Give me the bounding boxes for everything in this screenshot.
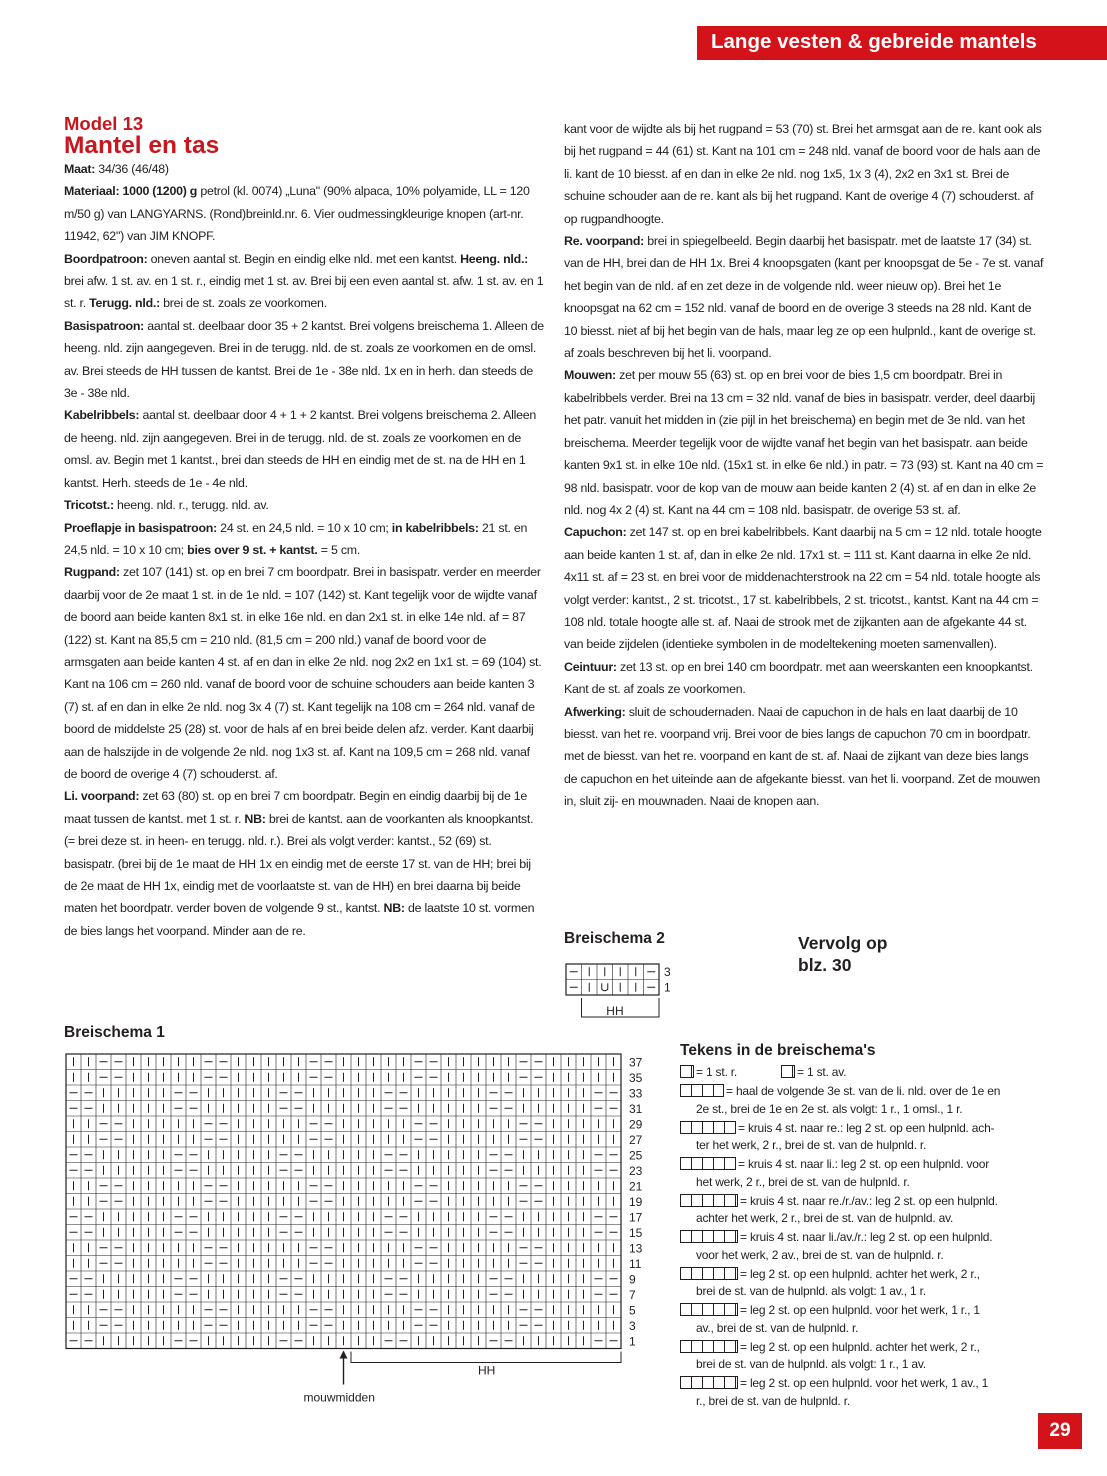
paragraph-label: Maat: (64, 162, 96, 176)
paragraph-text: 21 st. en 24,5 nld. = 10 x 10 cm; (64, 520, 528, 557)
paragraph-text: zet 147 st. op en brei kabelribbels. Kant daarbij na 5 cm = 12 nld. totale hoogte aan beide kanten 1 st. af, dan in elke 2e nld. 17x1 st. = 111 st. Kant daarna in elke 2e nld. 4x11 st. af = 23 st. en brei voor de middenachterstrook na 22 cm = 54 nld. totale hoogte als volgt verder: kantst., 2 st. tricotst., 17 st. kabelribbels, 2 st. tricotst., kantst. Kant na 44 cm = 108 nld. totale hoogte alle st. af. Naai de strook met de zijkanten aan de afgekante 44 st. van beide zijdelen (identieke symbolen in de modeltekening moeten samenvallen). (564, 525, 1042, 652)
right-column (564, 118, 1044, 813)
paragraph (564, 118, 1044, 230)
paragraph-text: petrol (kl. 0074) „Luna" (90% alpaca, 10% polyamide, LL = 120 m/50 g) van LANGYARNS. (Rond)breinld.nr. 6. Vier oudmessingkleurige knopen (art-nr. 11942, 62") van JIM KNOPF. (64, 184, 530, 244)
model-number: Model 13 (64, 113, 144, 134)
continued-line2: blz. 30 (798, 955, 852, 975)
paragraph-text: brei de kantst. aan de voorkanten als knoopkantst. (= brei deze st. in heen- en terugg. nld. r.). Brei als volgt verder: kantst., 52 (69) st. basispatr. (brei bij de 1e maat de HH 1x en eindig met de eerste 17 st. van de HH; brei bij de 2e maat de HH 1x, eindig met de voorlaatste st. van de HH) en brei daarna bij beide maten het boordpatr. verder boven de volgende 9 st., kantst. (64, 811, 534, 916)
model-title: Mantel en tas (64, 132, 220, 159)
legend-text: = 1 st. av. (797, 1065, 847, 1079)
legend-text: = leg 2 st. op een hulpnld. voor het werk, 1 av., 1 (740, 1376, 989, 1390)
chart1-row-number: 29 (629, 1117, 643, 1132)
paragraph-label: Li. voorpand: (64, 789, 140, 804)
legend-item (680, 1375, 1050, 1410)
paragraph-label: Tricotst.: (64, 498, 114, 513)
paragraph-text: brei in spiegelbeeld. Begin daarbij het basispatr. met de laatste 17 (34) st. van de HH, brei dan de HH 1x. Brei 4 knoopsgaten (kant per knoopsgat de 5e - 7e st. vanaf het begin van de nld. af en zet deze in de volgende nld. weer nieuw op). Brei het 1e knoopsgat na 62 cm = 152 nld. vanaf de boord en de overige 3 steeds na 28 nld. Kant de 10 biesst. niet af bij het begin van de hals, maar leg ze op een hulpnld., kant de overige st. af zoals beschreven bij het li. voorpand. (564, 234, 1044, 361)
paragraph (564, 230, 1044, 364)
paragraph-label: NB: (244, 811, 266, 826)
legend-item (680, 1193, 1050, 1228)
legend-title: Tekens in de breischema's (680, 1042, 876, 1059)
paragraph-label: Re. voorpand: (564, 234, 645, 249)
legend-item (680, 1266, 1050, 1301)
paragraph-label: Mouwen: (564, 368, 616, 383)
legend-text: = leg 2 st. op een hulpnld. achter het werk, 2 r., (740, 1339, 980, 1354)
legend-text: = kruis 4 st. naar re./r./av.: leg 2 st. op een hulpnld. (740, 1193, 998, 1208)
chart2-grid (560, 960, 685, 1030)
legend-text-cont: voor het werk, 2 av., brei de st. van de hulpnld. r. (696, 1247, 944, 1262)
chart1-row-number: 27 (629, 1133, 643, 1147)
legend-text-cont: brei de st. van de hulpnld. als volgt: 1 av., 1 r. (696, 1284, 926, 1298)
legend-list (680, 1064, 1050, 1412)
chart2-label: Breischema 2 (564, 930, 665, 947)
chart-symbol-icon (680, 1230, 738, 1243)
paragraph-label: Boordpatroon: (64, 251, 148, 266)
legend-text-cont: r., brei de st. van de hulpnld. r. (696, 1393, 850, 1408)
paragraph (64, 315, 544, 405)
legend-text-cont: brei de st. van de hulpnld. als volgt: 1 r., 1 av. (696, 1357, 926, 1371)
chart1-row-number: 1 (629, 1334, 636, 1349)
legend-item (680, 1064, 1050, 1082)
chart-symbol-icon (680, 1194, 738, 1207)
chart1-grid (60, 1050, 660, 1412)
paragraph (564, 701, 1044, 813)
chart1-row-number: 11 (629, 1257, 642, 1271)
paragraph-label: Basispatroon: (64, 318, 145, 333)
paragraph (64, 404, 544, 494)
paragraph-label: Ceintuur: (564, 659, 617, 674)
paragraph (64, 494, 544, 516)
chart2-repeat-label: HH (606, 1004, 624, 1018)
paragraph-text: kant voor de wijdte als bij het rugpand = 53 (70) st. Brei het armsgat aan de re. kant ook als bij het rugpand = 44 (61) st. Kant na 101 cm = 248 nld. vanaf de boord voor de hals aan de li. kant de 10 biesst. af en dan in elke 2e nld. nog 1x5, 1x 3 (4), 2x2 en 3x1 st. Brei de schuine schouder aan de re. kant als bij het rugpand. Kant de overige 4 (7) schouderst. af op rugpandhoogte. (564, 122, 1042, 226)
legend-item (680, 1156, 1050, 1191)
legend-text: = kruis 4 st. naar re.: leg 2 st. op een hulpnld. ach- (738, 1120, 995, 1135)
paragraph-text: 34/36 (46/48) (95, 162, 169, 176)
chart2-row-number: 3 (664, 965, 671, 979)
chart1-row-number: 21 (629, 1179, 643, 1194)
chart1-row-number: 25 (629, 1148, 643, 1163)
legend-item (680, 1302, 1050, 1337)
paragraph-text: aantal st. deelbaar door 4 + 1 + 2 kantst. Brei volgens breischema 2. Alleen de heeng. nld. zijn aangegeven. Brei in de terugg. nld. de st. zoals ze voorkomen en de omsl. av. Begin met 1 kantst., brei dan steeds de HH en eindig met de st. na de HH en 1 kantst. Herh. steeds de 1e - 4e nld. (64, 408, 537, 490)
legend-text-cont: achter het werk, 2 r., brei de st. van de hulpnld. av. (696, 1211, 954, 1225)
legend-text: = kruis 4 st. naar li.: leg 2 st. op een hulpnld. voor (738, 1157, 990, 1171)
legend-text-cont: het werk, 2 r., brei de st. van de hulpnld. r. (696, 1174, 910, 1189)
paragraph-label: in kabelribbels: (391, 520, 479, 535)
paragraph (564, 656, 1044, 701)
paragraph-label: Terugg. nld.: (89, 296, 160, 311)
chart-symbol-icon (680, 1065, 694, 1078)
paragraph-label: Kabelribbels: (64, 408, 140, 423)
continued-note (798, 932, 887, 976)
chart1-row-number: 35 (629, 1071, 643, 1085)
chart1-repeat-label: HH (478, 1363, 496, 1378)
paragraph-text: heeng. nld. r., terugg. nld. av. (113, 498, 269, 513)
paragraph-label: NB: (383, 901, 405, 916)
section-header (697, 26, 1107, 60)
chart-symbol-icon (781, 1065, 795, 1078)
center-label: mouwmidden (303, 1390, 375, 1405)
chart-symbol-icon (680, 1340, 738, 1353)
paragraph-text: zet per mouw 55 (63) st. op en brei voor de bies 1,5 cm boordpatr. Brei in kabelribbels verder. Brei na 13 cm = 32 nld. vanaf de bies in basispatr. verder, deel daarbij het patr. vanuit het midden in (zie pijl in het breischema) en begin met de 3e nld. van het breischema. Meerder tegelijk voor de wijdte vanaf het begin van het basispatr. aan beide kanten 9x1 st. in elke 10e nld. (15x1 st. in elke 6e nld.) in patr. = 73 (93) st. Kant na 40 cm = 98 nld. basispatr. voor de kop van de mouw aan beide kanten 2 (4) st. af en dan in elke 2e nld. nog 4x 2 (4) st. Kant na 44 cm = 108 nld. basispatr. de overige 53 st. af. (564, 368, 1044, 517)
paragraph-label: Capuchon: (564, 525, 627, 540)
legend-text-cont: 2e st., brei de 1e en 2e st. als volgt: 1 r., 1 omsl., 1 r. (696, 1101, 963, 1116)
paragraph-text: aantal st. deelbaar door 35 + 2 kantst. Brei volgens breischema 1. Alleen de heeng. nld. zijn aangegeven. Brei in de terugg. nld. de st. zoals ze voorkomen en de omsl. av. Brei steeds de HH tussen de kantst. Brei de 1e - 38e nld. 1x en in herh. dan steeds de 3e - 38e nld. (64, 318, 544, 401)
chart1-row-number: 31 (629, 1102, 643, 1116)
paragraph-label: Heeng. nld.: (460, 251, 529, 266)
legend-text-cont: ter het werk, 2 r., brei de st. van de hulpnld. r. (696, 1138, 927, 1152)
arrow-head (340, 1351, 348, 1359)
continued-line1: Vervolg op (798, 933, 888, 953)
paragraph-text: zet 63 (80) st. op en brei 7 cm boordpatr. Begin en eindig daarbij bij de 1e maat tussen de kantst. met 1 st. r. (64, 789, 528, 826)
paragraph (64, 248, 544, 315)
chart-symbol-icon (680, 1157, 736, 1170)
chart2-row-number: 1 (664, 980, 671, 995)
paragraph-label: Materiaal: 1000 (1200) g (64, 184, 198, 199)
paragraph-label: Afwerking: (564, 704, 626, 719)
chart-symbol-icon (680, 1084, 724, 1097)
paragraph-text: sluit de schoudernaden. Naai de capuchon in de hals en laat daarbij de 10 biesst. van het re. voorpand vrij. Brei voor de bies langs de capuchon 70 cm in boordpatr. met de biesst. van het re. voorpand en kant de st. af. Naai de zijkant van deze bies langs de capuchon en het uiteinde aan de afgekante biesst. van het li. voorpand. Zet de mouwen in, sluit zij- en mouwnaden. Naai de knopen aan. (564, 704, 1041, 809)
legend-text: = leg 2 st. op een hulpnld. voor het werk, 1 r., 1 (740, 1303, 980, 1317)
paragraph-text: zet 107 (141) st. op en brei 7 cm boordpatr. Brei in basispatr. verder en meerder daarbij voor de 2e maat 1 st. in de 1e nld. = 107 (142) st. Kant tegelijk voor de wijdte vanaf de boord aan beide kanten 8x1 st. in elke 16e nld. en dan 2x1 st. in elke 14e nld. af = 87 (122) st. Kant na 85,5 cm = 210 nld. (81,5 cm = 200 nld.) vanaf de boord voor de armsgaten aan beide kanten 4 st. af en dan in elke 2e nld. nog 2x2 en 1x1 st. = 69 (104) st. Kant na 106 cm = 260 nld. vanaf de boord voor de schuine schouders aan beide kanten 3 (7) st. af en dan in elke 2e nld. nog 3x 4 (7) st. Kant tegelijk na 108 cm = 264 nld. vanaf de boord de middelste 25 (28) st. voor de hals af en brei beide delen afz. verder. Kant daarbij aan de halszijde in de volgende 2e nld. nog 1x3 st. af. Kant na 109,5 cm = 268 nld. vanaf de boord de overige 4 (7) schouderst. af. (64, 565, 542, 781)
legend-text: = 1 st. r. (696, 1065, 738, 1079)
chart1-row-number: 7 (629, 1288, 636, 1302)
chart-symbol-icon (680, 1376, 738, 1389)
chart1-row-number: 13 (629, 1241, 643, 1256)
paragraph (564, 521, 1044, 655)
legend-item (680, 1339, 1050, 1374)
legend-text: = haal de volgende 3e st. van de li. nld. over de 1e en (726, 1084, 1001, 1098)
chart1-row-number: 5 (629, 1303, 636, 1318)
paragraph-text: brei de st. zoals ze voorkomen. (159, 296, 327, 311)
chart1-row-number: 33 (629, 1086, 643, 1101)
chart-symbol-icon (680, 1303, 738, 1316)
section-title: Lange vesten & gebreide mantels (711, 30, 1037, 53)
chart1-row-number: 19 (629, 1195, 643, 1209)
paragraph-label: bies over 9 st. + kantst. (187, 542, 318, 557)
left-column (64, 158, 544, 942)
legend-text-cont: av., brei de st. van de hulpnld. r. (696, 1320, 859, 1335)
legend-item (680, 1229, 1050, 1264)
paragraph-text: oneven aantal st. Begin en eindig elke nld. met een kantst. (147, 251, 461, 266)
paragraph (64, 561, 544, 785)
chart-symbol-icon (680, 1267, 738, 1280)
paragraph-text: = 5 cm. (317, 542, 361, 557)
paragraph-label: Proeflapje in basispatroon: (64, 520, 217, 535)
chart1-label: Breischema 1 (64, 1024, 165, 1041)
chart1-row-number: 37 (629, 1055, 643, 1070)
chart1-repeat-bracket (351, 1352, 621, 1363)
paragraph (64, 180, 544, 247)
chart1-row-number: 23 (629, 1164, 643, 1178)
chart1-row-number: 17 (629, 1210, 643, 1225)
chart1-row-number: 15 (629, 1226, 643, 1240)
paragraph (564, 364, 1044, 521)
chart1-row-number: 3 (629, 1319, 636, 1333)
paragraph-text: zet 13 st. op en brei 140 cm boordpatr. met aan weerskanten een knoopkantst. Kant de st. af zoals ze voorkomen. (564, 659, 1033, 697)
paragraph (64, 785, 544, 942)
paragraph-text: 24 st. en 24,5 nld. = 10 x 10 cm; (216, 520, 392, 535)
page-number: 29 (1038, 1413, 1082, 1449)
paragraph-label: Rugpand: (64, 565, 120, 580)
paragraph (64, 517, 544, 562)
paragraph-text: brei afw. 1 st. av. en 1 st. r., eindig met 1 st. av. Brei bij een even aantal st. afw. 1 st. av. en 1 st. r. (64, 274, 544, 311)
paragraph (64, 158, 544, 180)
chart1-row-number: 9 (629, 1272, 636, 1287)
legend-text: = leg 2 st. op een hulpnld. achter het werk, 2 r., (740, 1266, 980, 1281)
legend-text: = kruis 4 st. naar li./av./r.: leg 2 st. op een hulpnld. (740, 1230, 993, 1244)
legend-item (680, 1120, 1050, 1155)
paragraph-text: de laatste 10 st. vormen de bies langs het voorpand. Minder aan de re. (64, 901, 535, 938)
legend-item (680, 1083, 1050, 1118)
chart-symbol-icon (680, 1121, 736, 1134)
